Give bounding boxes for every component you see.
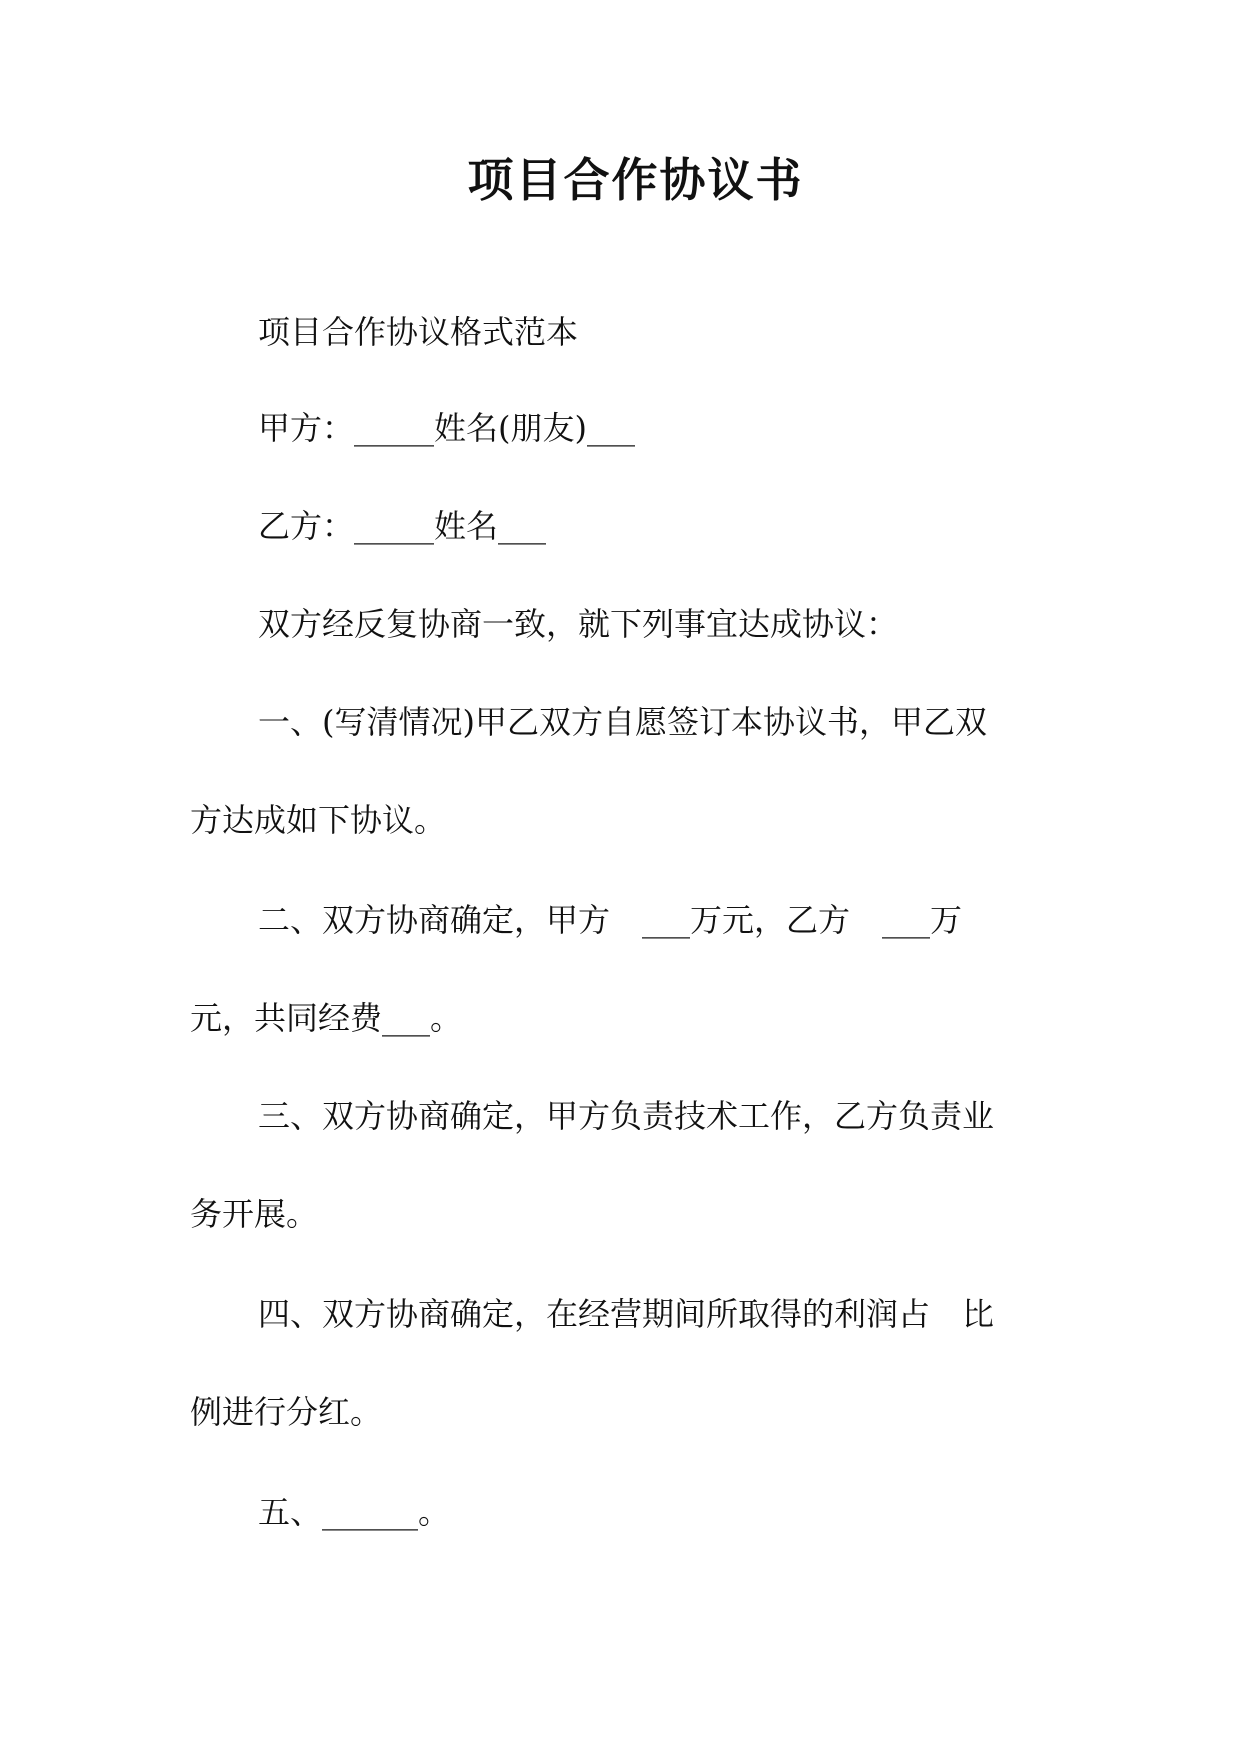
document-title: 项目合作协议书 <box>467 153 804 207</box>
clause-1-line-1: 一、(写清情况)甲乙双方自愿签订本协议书，甲乙双 <box>258 703 987 741</box>
clause-1-line-2: 方达成如下协议。 <box>190 801 447 839</box>
clause-3-line-2: 务开展。 <box>190 1195 319 1233</box>
clause-3-line-1: 三、双方协商确定，甲方负责技术工作，乙方负责业 <box>258 1097 995 1135</box>
subtitle-line: 项目合作协议格式范本 <box>258 313 579 351</box>
clause-4-line-2: 例进行分红。 <box>190 1393 383 1431</box>
intro-line: 双方经反复协商一致，就下列事宜达成协议： <box>258 605 899 643</box>
clause-2-line-1: 二、双方协商确定，甲方 ___万元，乙方 ___万 <box>258 901 963 939</box>
clause-2-line-2: 元，共同经费___。 <box>190 999 463 1037</box>
party-a-line: 甲方：_____姓名(朋友)___ <box>258 409 635 447</box>
clause-4-line-1: 四、双方协商确定，在经营期间所取得的利润占 比 <box>258 1295 995 1333</box>
party-b-line: 乙方：_____姓名___ <box>258 507 547 545</box>
clause-5-line: 五、______。 <box>258 1493 451 1531</box>
